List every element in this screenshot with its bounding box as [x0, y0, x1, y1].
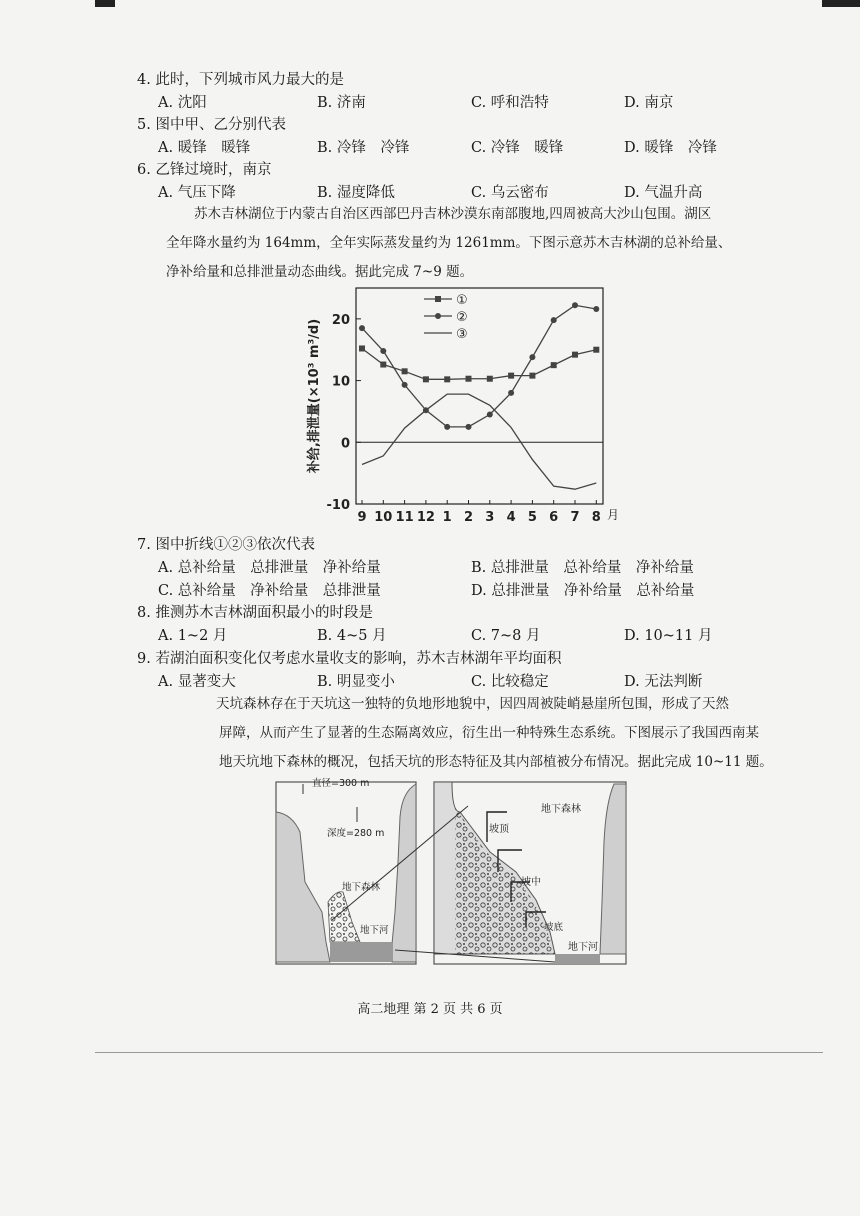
question-6-option-b: B. 湿度降低: [317, 185, 395, 201]
question-6-stem: 6. 乙锋过境时，南京: [137, 162, 272, 178]
y-tick-label: -10: [326, 498, 350, 513]
x-tick-label: 7: [570, 510, 580, 525]
left-river-label: 地下河: [360, 925, 389, 936]
passage-tiankeng: [166, 690, 826, 777]
question-7-option-c: C. 总补给量 净补给量 总排泄量: [158, 583, 381, 599]
slope-top-label: 坡顶: [489, 824, 509, 835]
series-2-point: [444, 424, 450, 430]
question-7-option-d: D. 总排泄量 净补给量 总补给量: [471, 583, 695, 599]
question-8-stem: 8. 推测苏木吉林湖面积最小的时段是: [137, 605, 373, 621]
tiankeng-diagram: [0, 772, 860, 972]
tiankeng-overview-panel: [276, 782, 416, 964]
passage1-line: 全年降水量约为 164mm，全年实际蒸发量约为 1261mm。下图示意苏木吉林湖的总补给量、: [166, 235, 732, 251]
slope-middle-label: 坡中: [521, 877, 541, 888]
y-axis-label: 补给,排泄量(×10³ m³/d): [307, 318, 322, 474]
series-3-line: [362, 394, 596, 489]
question-5-stem: 5. 图中甲、乙分别代表: [137, 117, 286, 133]
question-8-option-d: D. 10~11 月: [624, 628, 713, 644]
question-9-option-c: C. 比较稳定: [471, 674, 549, 690]
legend-marker: [435, 313, 441, 319]
x-tick-label: 3: [485, 510, 495, 525]
slope-bottom-label: 坡底: [544, 922, 564, 933]
legend-label: ②: [456, 310, 468, 325]
question-4-option-a: A. 沈阳: [158, 95, 207, 111]
passage-sumujilin: [166, 200, 806, 287]
passage2-line: 屏障，从而产生了显著的生态隔离效应，衍生出一种特殊生态系统。下图展示了我国西南某: [219, 725, 759, 741]
series-2-point: [380, 348, 386, 354]
series-1-point: [423, 376, 429, 382]
scan-edge-left: [95, 0, 115, 7]
chart-frame: [356, 288, 603, 504]
series-2-point: [466, 424, 472, 430]
series-1-point: [529, 373, 535, 379]
series-1-point: [444, 376, 450, 382]
question-4-option-c: C. 呼和浩特: [471, 95, 549, 111]
series-2-line: [362, 305, 596, 427]
legend-marker: [435, 296, 441, 302]
question-5-option-c: C. 冷锋 暖锋: [471, 140, 564, 156]
right-river-label: 地下河: [568, 942, 598, 953]
question-9-option-b: B. 明显变小: [317, 674, 395, 690]
x-tick-label: 8: [591, 510, 601, 525]
series-1-line: [362, 348, 596, 379]
question-4-stem: 4. 此时，下列城市风力最大的是: [137, 72, 344, 88]
series-2-point: [572, 302, 578, 308]
question-6-option-d: D. 气温升高: [624, 185, 703, 201]
series-1-point: [402, 368, 408, 374]
diameter-label: 直径=300 m: [312, 778, 370, 789]
x-tick-label: 1: [442, 510, 452, 525]
question-4-option-d: D. 南京: [624, 95, 674, 111]
question-7-stem: 7. 图中折线①②③依次代表: [137, 537, 315, 553]
right-forest-label: 地下森林: [541, 804, 581, 815]
left-forest-label: 地下森林: [342, 882, 381, 893]
question-8-option-c: C. 7~8 月: [471, 628, 541, 644]
tiankeng-detail-panel: [434, 782, 626, 964]
question-5-option-a: A. 暖锋 暖锋: [158, 140, 251, 156]
series-2-point: [402, 382, 408, 388]
question-7-option-a: A. 总补给量 总排泄量 净补给量: [158, 560, 381, 576]
series-2-point: [593, 306, 599, 312]
x-tick-label: 12: [416, 510, 435, 525]
question-4-option-b: B. 济南: [317, 95, 366, 111]
question-9-option-a: A. 显著变大: [158, 674, 236, 690]
question-9-option-d: D. 无法判断: [624, 674, 703, 690]
series-1-point: [487, 376, 493, 382]
series-1-point: [572, 352, 578, 358]
question-8-option-b: B. 4~5 月: [317, 628, 387, 644]
x-tick-label: 10: [374, 510, 393, 525]
series-1-point: [359, 345, 365, 351]
question-7-option-b: B. 总排泄量 总补给量 净补给量: [471, 560, 694, 576]
legend-label: ①: [456, 293, 468, 308]
y-tick-label: 20: [331, 312, 350, 328]
series-2-point: [487, 412, 493, 418]
passage2-line: 天坑森林存在于天坑这一独特的负地形地貌中，因四周被陡峭悬崖所包围，形成了天然: [216, 696, 729, 712]
series-2-point: [529, 354, 535, 360]
page-footer: 高二地理 第 2 页 共 6 页: [357, 1002, 503, 1017]
series-1-point: [508, 373, 514, 379]
y-tick-label: 10: [331, 374, 350, 390]
question-8-option-a: A. 1~2 月: [158, 628, 228, 644]
passage1-line: 苏木吉林湖位于内蒙古自治区西部巴丹吉林沙漠东南部腹地,四周被高大沙山包围。湖区: [194, 206, 712, 222]
series-1-point: [466, 376, 472, 382]
series-1-point: [593, 347, 599, 353]
series-2-point: [359, 325, 365, 331]
recharge-discharge-chart: [0, 282, 860, 532]
scan-edge-right: [822, 0, 860, 7]
passage2-line: 地天坑地下森林的概况，包括天坑的形态特征及其内部植被分布情况。据此完成 10~11 题。: [219, 754, 773, 770]
x-tick-label: 4: [506, 510, 516, 525]
x-unit-label: 月: [607, 508, 620, 522]
depth-label: 深度=280 m: [327, 828, 385, 839]
series-1-point: [380, 362, 386, 368]
page-divider: [95, 1052, 823, 1053]
x-tick-label: 2: [463, 510, 474, 525]
question-5-option-d: D. 暖锋 冷锋: [624, 140, 717, 156]
x-tick-label: 5: [527, 510, 537, 525]
series-1-point: [551, 362, 557, 368]
x-tick-label: 11: [395, 510, 414, 525]
question-9-stem: 9. 若湖泊面积变化仅考虑水量收支的影响，苏木吉林湖年平均面积: [137, 651, 562, 667]
series-2-point: [508, 390, 514, 396]
question-6-option-a: A. 气压下降: [158, 185, 236, 201]
y-tick-label: 0: [340, 436, 350, 452]
legend-label: ③: [456, 327, 468, 342]
question-5-option-b: B. 冷锋 冷锋: [317, 140, 410, 156]
x-tick-label: 9: [357, 510, 367, 525]
series-2-point: [551, 317, 557, 323]
passage1-line: 净补给量和总排泄量动态曲线。据此完成 7~9 题。: [166, 264, 474, 280]
x-tick-label: 6: [549, 510, 559, 525]
question-6-option-c: C. 乌云密布: [471, 185, 549, 201]
